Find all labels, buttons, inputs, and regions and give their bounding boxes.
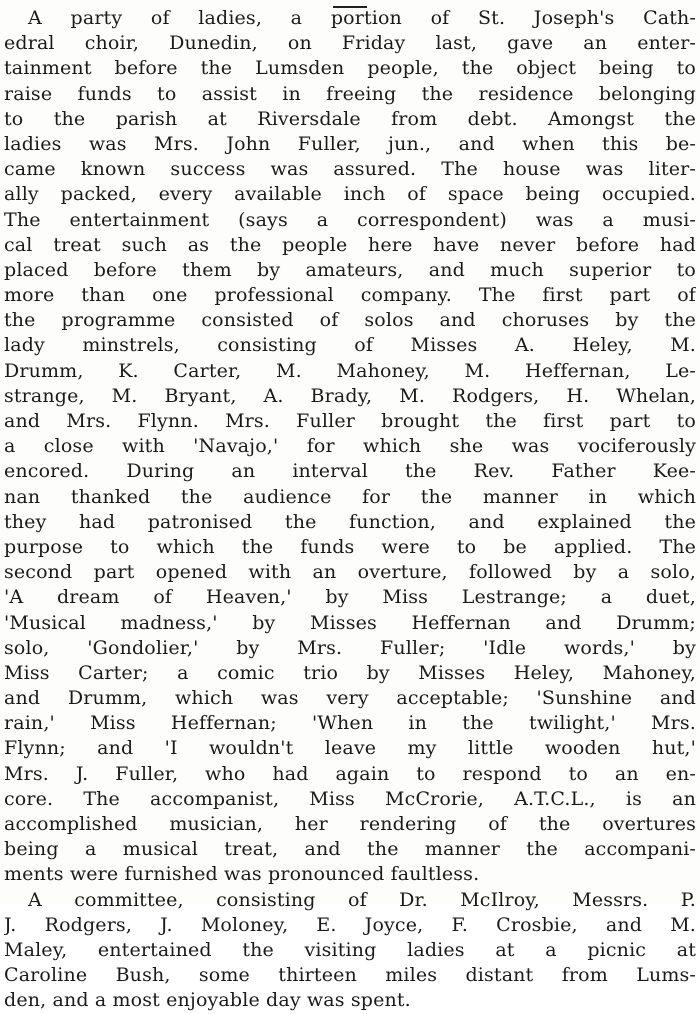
text-line: Maley, entertained the visiting ladies at a picnic at bbox=[4, 938, 696, 961]
text-line: edral choir, Dunedin, on Friday last, gave an enter- bbox=[4, 32, 696, 55]
text-line: A party of ladies, a portion of St. Joseph's Cath- bbox=[28, 7, 696, 29]
text-line: more than one professional company. The first part of bbox=[4, 284, 696, 307]
text-line: cal treat such as the people here have never before had bbox=[4, 233, 696, 256]
paragraph bbox=[4, 6, 696, 888]
text-line: A committee, consisting of Dr. McIlroy, Messrs. P. bbox=[28, 888, 696, 911]
text-line: Miss Carter; a comic trio by Misses Heley, Mahoney, bbox=[4, 661, 696, 684]
text-line: solo, 'Gondolier,' by Mrs. Fuller; 'Idle words,' by bbox=[4, 636, 696, 659]
text-line: came known success was assured. The house was liter- bbox=[4, 158, 696, 181]
text-line: J. Rodgers, J. Moloney, E. Joyce, F. Crosbie, and M. bbox=[4, 913, 696, 936]
text-line: rain,' Miss Heffernan; 'When in the twilight,' Mrs. bbox=[4, 712, 696, 735]
text-line: nan thanked the audience for the manner in which bbox=[4, 485, 696, 508]
text-line: they had patronised the function, and explained the bbox=[4, 510, 696, 533]
text-line: 'Musical madness,' by Misses Heffernan and Drumm; bbox=[4, 611, 696, 634]
text-line: second part opened with an overture, followed by a solo, bbox=[4, 561, 696, 584]
text-line: to the parish at Riversdale from debt. Amongst the bbox=[4, 107, 696, 130]
text-line: purpose to which the funds were to be applied. The bbox=[4, 535, 696, 558]
text-line: placed before them by amateurs, and much superior to bbox=[4, 258, 696, 281]
text-line: Caroline Bush, some thirteen miles distant from Lums- bbox=[4, 964, 696, 987]
text-line: the programme consisted of solos and choruses by the bbox=[4, 309, 696, 332]
text-line: ladies was Mrs. John Fuller, jun., and when this be- bbox=[4, 132, 696, 155]
text-line: and Drumm, which was very acceptable; 'Sunshine and bbox=[4, 687, 696, 710]
text-line: core. The accompanist, Miss McCrorie, A.T.C.L., is an bbox=[4, 787, 696, 810]
text-line: a close with 'Navajo,' for which she was vociferously bbox=[4, 435, 696, 458]
text-line: The entertainment (says a correspondent) was a musi- bbox=[4, 208, 696, 231]
text-line: den, and a most enjoyable day was spent. bbox=[4, 989, 411, 1012]
text-line: accomplished musician, her rendering of the overtures bbox=[4, 813, 696, 835]
paragraph bbox=[4, 888, 696, 1014]
text-line: and Mrs. Flynn. Mrs. Fuller brought the first part to bbox=[4, 410, 696, 432]
text-line: ments were furnished was pronounced faultless. bbox=[4, 863, 480, 886]
text-line: tainment before the Lumsden people, the object being to bbox=[4, 57, 696, 80]
text-line: ally packed, every available inch of space being occupied. bbox=[4, 183, 696, 206]
text-line: Mrs. J. Fuller, who had again to respond to an en- bbox=[4, 762, 696, 785]
article-column bbox=[4, 6, 696, 1014]
text-line: Drumm, K. Carter, M. Mahoney, M. Heffernan, Le- bbox=[4, 359, 696, 382]
text-line: Flynn; and 'I wouldn't leave my little wooden hut,' bbox=[4, 737, 696, 760]
text-line: being a musical treat, and the manner the accompani- bbox=[4, 838, 696, 861]
text-line: encored. During an interval the Rev. Father Kee- bbox=[4, 460, 696, 483]
text-line: lady minstrels, consisting of Misses A. Heley, M. bbox=[4, 334, 696, 357]
text-line: raise funds to assist in freeing the residence belonging bbox=[4, 82, 696, 105]
text-line: 'A dream of Heaven,' by Miss Lestrange; a duet, bbox=[4, 586, 696, 609]
text-line: strange, M. Bryant, A. Brady, M. Rodgers, H. Whelan, bbox=[4, 384, 696, 407]
